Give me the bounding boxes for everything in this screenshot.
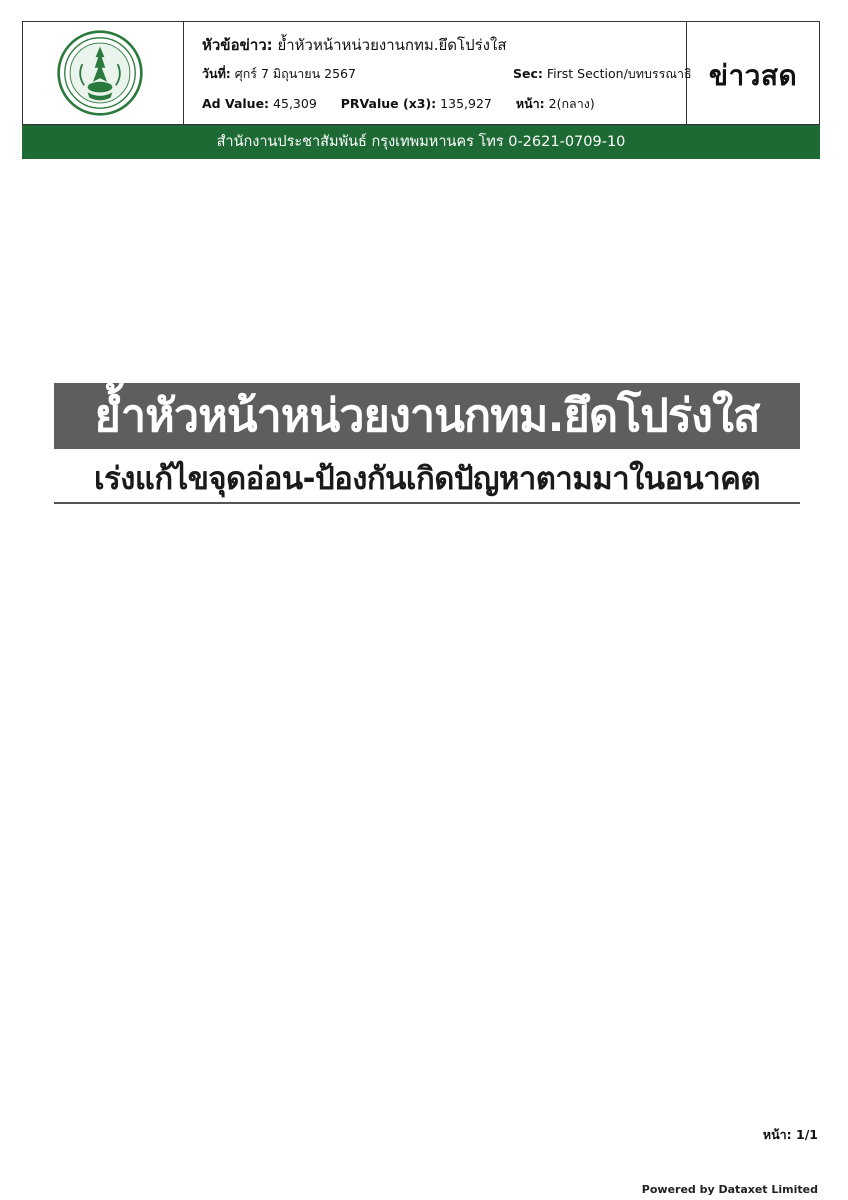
date-label: วันที่: xyxy=(202,66,231,81)
article-column-right xyxy=(436,512,756,972)
subhead-rule xyxy=(54,502,800,504)
powered-by: Powered by Dataxet Limited xyxy=(641,1183,818,1196)
page-label: หน้า: xyxy=(515,96,545,111)
section-field xyxy=(513,64,692,84)
bma-seal-logo xyxy=(56,29,144,117)
section-value: First Section/บทบรรณาธิ xyxy=(546,66,692,81)
headline-label: หัวข้อข่าว: xyxy=(202,36,273,54)
article-subhead: เร่งแก้ไขจุดอ่อน-ป้องกันเกิดปัญหาตามมาในอนาคต xyxy=(93,461,761,497)
section-label: Sec: xyxy=(513,66,543,81)
pr-value: 135,927 xyxy=(440,96,492,111)
date-row xyxy=(202,64,692,84)
publication-cell xyxy=(687,22,819,124)
pr-value-label: PRValue (x3): xyxy=(340,96,437,111)
agency-bar: สำนักงานประชาสัมพันธ์ กรุงเทพมหานคร โทร 0-2621-0709-10 xyxy=(22,125,820,159)
logo-cell xyxy=(23,22,184,124)
headline-value: ย้ำหัวหน้าหน่วยงานกทม.ยึดโปร่งใส xyxy=(277,36,507,54)
ad-value: 45,309 xyxy=(273,96,317,111)
page-value: 2(กลาง) xyxy=(548,96,595,111)
article-column-left xyxy=(97,512,417,972)
headline-row xyxy=(202,33,507,57)
date-value: ศุกร์ 7 มิถุนายน 2567 xyxy=(234,66,356,81)
publication-name: ข่าวสด xyxy=(708,59,798,92)
ad-value-label: Ad Value: xyxy=(202,96,270,111)
clipping-header xyxy=(22,21,820,125)
value-row xyxy=(202,94,595,114)
clipping-info xyxy=(184,22,692,124)
article-headline: ย้ำหัวหน้าหน่วยงานกทม.ยึดโปร่งใส xyxy=(54,383,800,449)
page-indicator: หน้า: 1/1 xyxy=(762,1127,818,1142)
